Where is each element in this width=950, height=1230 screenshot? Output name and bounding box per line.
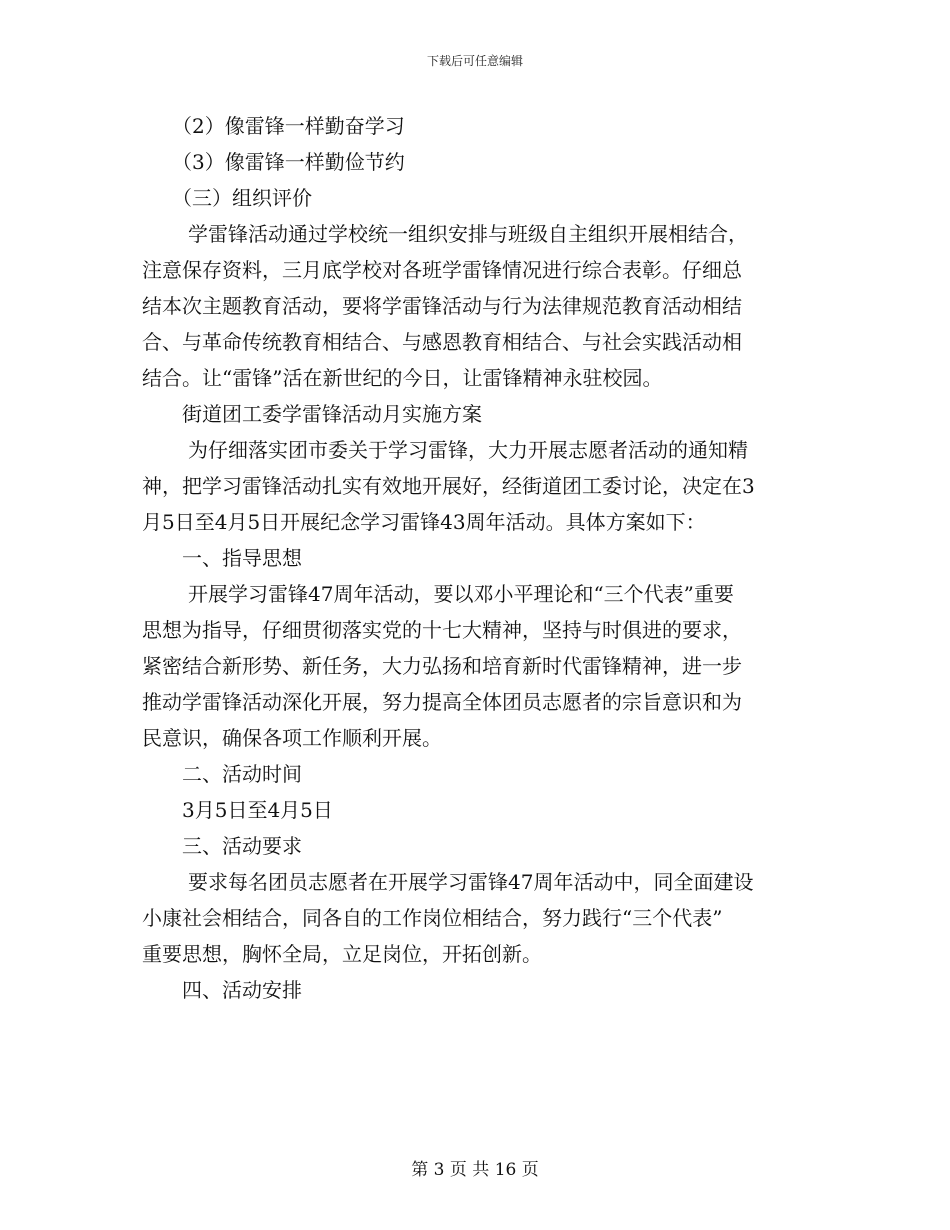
paragraph-line: 3月5日至4月5日 (182, 798, 333, 822)
paragraph-line: 合、与革命传统教育相结合、与感恩教育相结合、与社会实践活动相 (142, 330, 742, 354)
section-heading: （三）组织评价 (172, 186, 312, 210)
paragraph-line: 月5日至4月5日开展纪念学习雷锋43周年活动。具体方案如下： (142, 510, 706, 534)
page-number-footer: 第 3 页 共 16 页 (411, 1160, 539, 1180)
paragraph-line: 思想为指导，仔细贯彻落实党的十七大精神，坚持与时俱进的要求， (142, 618, 742, 642)
list-item: （2）像雷锋一样勤奋学习 (172, 114, 405, 138)
section-heading: 四、活动安排 (182, 978, 302, 1002)
paragraph-line: 注意保存资料，三月底学校对各班学雷锋情况进行综合表彰。仔细总 (142, 258, 742, 282)
paragraph-line: 结合。让“雷锋”活在新世纪的今日，让雷锋精神永驻校园。 (142, 366, 663, 390)
section-heading: 二、活动时间 (182, 762, 302, 786)
paragraph-line: 为仔细落实团市委关于学习雷锋，大力开展志愿者活动的通知精 (188, 438, 748, 462)
paragraph-line: 推动学雷锋活动深化开展，努力提高全体团员志愿者的宗旨意识和为 (142, 690, 742, 714)
section-heading: 三、活动要求 (182, 834, 302, 858)
paragraph-line: 要求每名团员志愿者在开展学习雷锋47周年活动中，同全面建设 (188, 870, 754, 894)
list-item: （3）像雷锋一样勤俭节约 (172, 150, 405, 174)
document-body (142, 108, 814, 1008)
page-header: 下载后可任意编辑 (426, 54, 523, 68)
paragraph-line: 小康社会相结合，同各自的工作岗位相结合，努力践行“三个代表” (142, 906, 723, 930)
paragraph-line: 开展学习雷锋47周年活动，要以邓小平理论和“三个代表”重要 (188, 582, 734, 606)
paragraph-line: 重要思想，胸怀全局，立足岗位，开拓创新。 (142, 942, 542, 966)
document-title: 街道团工委学雷锋活动月实施方案 (182, 402, 482, 426)
paragraph-line: 学雷锋活动通过学校统一组织安排与班级自主组织开展相结合， (188, 222, 748, 246)
paragraph-line: 神，把学习雷锋活动扎实有效地开展好，经街道团工委讨论，决定在3 (142, 474, 755, 498)
paragraph-line: 紧密结合新形势、新任务，大力弘扬和培育新时代雷锋精神，进一步 (142, 654, 742, 678)
paragraph-line: 结本次主题教育活动，要将学雷锋活动与行为法律规范教育活动相结 (142, 294, 742, 318)
paragraph-line: 民意识，确保各项工作顺利开展。 (142, 726, 442, 750)
section-heading: 一、指导思想 (182, 546, 302, 570)
